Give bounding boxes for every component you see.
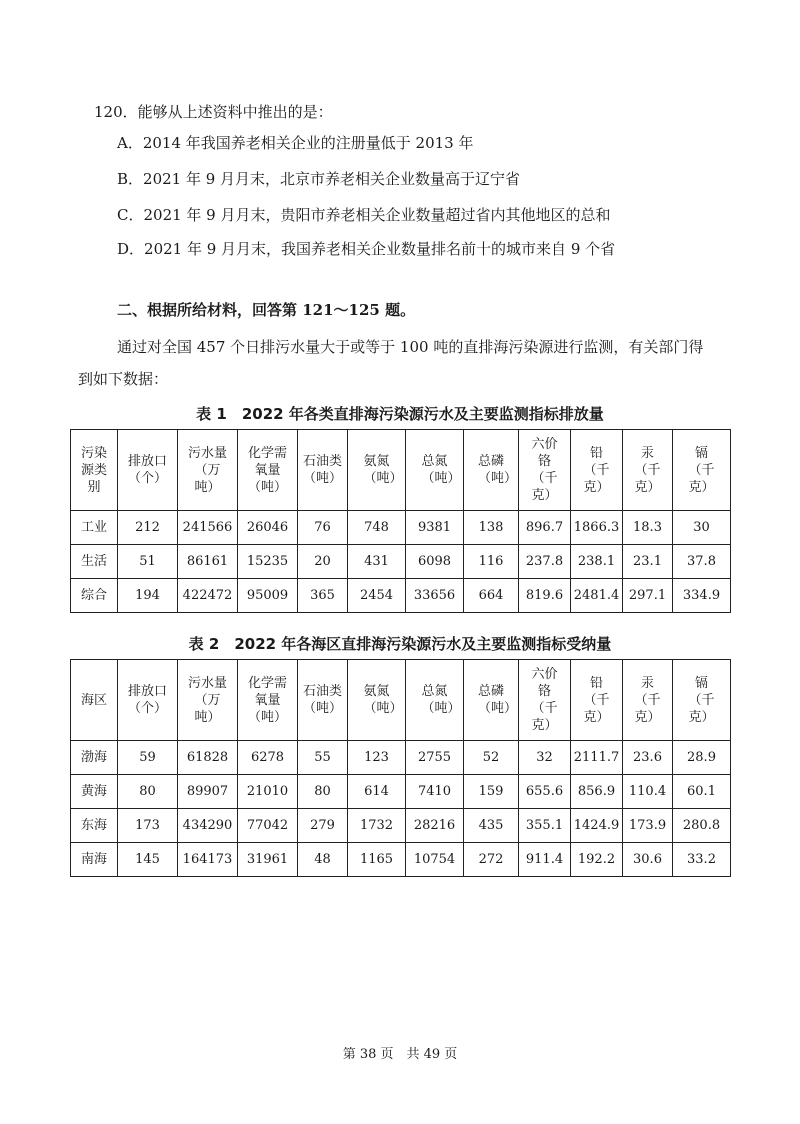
table2-intake-by-sea-area [70, 659, 731, 877]
table1-header-cell: 总氮（吨） [406, 430, 464, 511]
table2-cell: 173 [118, 809, 178, 843]
table2-row-bohai [71, 741, 731, 775]
table2-cell: 33.2 [673, 843, 731, 877]
table2-cell: 192.2 [571, 843, 623, 877]
table1-cell: 297.1 [623, 579, 673, 613]
table1-header-cell: 铅（千克） [571, 430, 623, 511]
table2-cell: 89907 [178, 775, 238, 809]
table1-row-domestic [71, 545, 731, 579]
table2-header-cell: 石油类（吨） [298, 660, 348, 741]
table1-cell: 116 [464, 545, 519, 579]
table2-cell: 173.9 [623, 809, 673, 843]
table1-cell: 194 [118, 579, 178, 613]
table2-cell: 77042 [238, 809, 298, 843]
table1-cell: 6098 [406, 545, 464, 579]
table2-header-row [71, 660, 731, 741]
table1-cell: 18.3 [623, 511, 673, 545]
table2-cell: 黄海 [71, 775, 118, 809]
table1-cell: 86161 [178, 545, 238, 579]
table2-cell: 60.1 [673, 775, 731, 809]
table2-row-donghai [71, 809, 731, 843]
table2-cell: 434290 [178, 809, 238, 843]
table2-header-cell: 排放口（个） [118, 660, 178, 741]
table2-cell: 123 [348, 741, 406, 775]
table2-cell: 655.6 [519, 775, 571, 809]
option-c: C．2021 年 9 月月末，贵阳市养老相关企业数量超过省内其他地区的总和 [117, 206, 611, 224]
table2-cell: 东海 [71, 809, 118, 843]
table2-header-cell: 总氮（吨） [406, 660, 464, 741]
table2-header-cell: 氨氮（吨） [348, 660, 406, 741]
table2-cell: 159 [464, 775, 519, 809]
table1-cell: 95009 [238, 579, 298, 613]
table2-header-cell: 化学需氧量（吨） [238, 660, 298, 741]
table1-cell: 422472 [178, 579, 238, 613]
table2-cell: 2111.7 [571, 741, 623, 775]
table1-header-cell: 石油类（吨） [298, 430, 348, 511]
table2-cell: 59 [118, 741, 178, 775]
table2-cell: 164173 [178, 843, 238, 877]
table2-cell: 110.4 [623, 775, 673, 809]
table2-cell: 31961 [238, 843, 298, 877]
table2-cell: 南海 [71, 843, 118, 877]
table1-row-combined [71, 579, 731, 613]
table2-cell: 80 [118, 775, 178, 809]
table1-cell: 2454 [348, 579, 406, 613]
table1-cell: 431 [348, 545, 406, 579]
table1-cell: 33656 [406, 579, 464, 613]
table2-cell: 32 [519, 741, 571, 775]
table1-header-cell: 总磷（吨） [464, 430, 519, 511]
table2-cell: 272 [464, 843, 519, 877]
table2-header-cell: 铅（千克） [571, 660, 623, 741]
table2-row-huanghai [71, 775, 731, 809]
table2-cell: 911.4 [519, 843, 571, 877]
table2-cell: 1165 [348, 843, 406, 877]
table1-cell: 237.8 [519, 545, 571, 579]
table1-header-row [71, 430, 731, 511]
table1-header-cell: 污水量（万吨） [178, 430, 238, 511]
table2-header-cell: 镉（千克） [673, 660, 731, 741]
table2-cell: 2755 [406, 741, 464, 775]
table2-cell: 61828 [178, 741, 238, 775]
table2-cell: 23.6 [623, 741, 673, 775]
table1-cell: 51 [118, 545, 178, 579]
table2-cell: 145 [118, 843, 178, 877]
table2-cell: 280.8 [673, 809, 731, 843]
table1-cell: 896.7 [519, 511, 571, 545]
table2-cell: 435 [464, 809, 519, 843]
table2-cell: 55 [298, 741, 348, 775]
table2-header-cell: 汞（千克） [623, 660, 673, 741]
table1-header-cell: 污染源类别 [71, 430, 118, 511]
table1-header-cell: 镉（千克） [673, 430, 731, 511]
table2-header-cell: 总磷（吨） [464, 660, 519, 741]
table1-discharge-by-source [70, 429, 731, 613]
option-a: A．2014 年我国养老相关企业的注册量低于 2013 年 [117, 134, 474, 152]
table1-cell: 9381 [406, 511, 464, 545]
table2-cell: 355.1 [519, 809, 571, 843]
section-heading: 二、根据所给材料，回答第 121～125 题。 [117, 301, 416, 319]
table1-cell: 工业 [71, 511, 118, 545]
option-d: D．2021 年 9 月月末，我国养老相关企业数量排名前十的城市来自 9 个省 [117, 240, 616, 258]
table2-cell: 21010 [238, 775, 298, 809]
table1-cell: 212 [118, 511, 178, 545]
table1-cell: 综合 [71, 579, 118, 613]
table1-cell: 138 [464, 511, 519, 545]
table1-cell: 238.1 [571, 545, 623, 579]
table2-cell: 28.9 [673, 741, 731, 775]
intro-text-line-2: 到如下数据： [78, 370, 169, 388]
table1-caption: 表 1 2022 年各类直排海污染源污水及主要监测指标排放量 [196, 405, 604, 423]
table2-cell: 80 [298, 775, 348, 809]
question-stem: 120．能够从上述资料中推出的是： [94, 103, 333, 121]
table2-cell: 614 [348, 775, 406, 809]
table1-cell: 664 [464, 579, 519, 613]
table2-header-cell: 六价铬（千克） [519, 660, 571, 741]
table1-header-cell: 六价铬（千克） [519, 430, 571, 511]
table1-cell: 26046 [238, 511, 298, 545]
page-number-footer: 第 38 页 共 49 页 [342, 1047, 458, 1062]
table1-cell: 15235 [238, 545, 298, 579]
table1-header-cell: 汞（千克） [623, 430, 673, 511]
table2-row-nanhai [71, 843, 731, 877]
table1-cell: 819.6 [519, 579, 571, 613]
table1-cell: 生活 [71, 545, 118, 579]
table2-cell: 6278 [238, 741, 298, 775]
table1-cell: 1866.3 [571, 511, 623, 545]
table2-cell: 1732 [348, 809, 406, 843]
option-b: B．2021 年 9 月月末，北京市养老相关企业数量高于辽宁省 [117, 170, 521, 188]
table1-cell: 365 [298, 579, 348, 613]
table2-cell: 1424.9 [571, 809, 623, 843]
table1-cell: 30 [673, 511, 731, 545]
table2-cell: 渤海 [71, 741, 118, 775]
table2-cell: 30.6 [623, 843, 673, 877]
table2-cell: 279 [298, 809, 348, 843]
table2-cell: 48 [298, 843, 348, 877]
table2-caption: 表 2 2022 年各海区直排海污染源污水及主要监测指标受纳量 [188, 635, 612, 653]
table2-cell: 28216 [406, 809, 464, 843]
intro-text-line-1: 通过对全国 457 个日排污水量大于或等于 100 吨的直排海污染源进行监测，有关部门得 [117, 338, 704, 356]
table1-header-cell: 氨氮（吨） [348, 430, 406, 511]
table1-cell: 2481.4 [571, 579, 623, 613]
table2-cell: 10754 [406, 843, 464, 877]
table2-cell: 52 [464, 741, 519, 775]
table1-header-cell: 化学需氧量（吨） [238, 430, 298, 511]
table1-cell: 76 [298, 511, 348, 545]
table1-cell: 23.1 [623, 545, 673, 579]
table1-cell: 748 [348, 511, 406, 545]
table2-cell: 7410 [406, 775, 464, 809]
table2-header-cell: 污水量（万吨） [178, 660, 238, 741]
table1-cell: 241566 [178, 511, 238, 545]
table1-cell: 37.8 [673, 545, 731, 579]
table1-header-cell: 排放口（个） [118, 430, 178, 511]
table1-row-industry [71, 511, 731, 545]
table1-cell: 334.9 [673, 579, 731, 613]
table2-cell: 856.9 [571, 775, 623, 809]
table1-cell: 20 [298, 545, 348, 579]
table2-header-cell: 海区 [71, 660, 118, 741]
